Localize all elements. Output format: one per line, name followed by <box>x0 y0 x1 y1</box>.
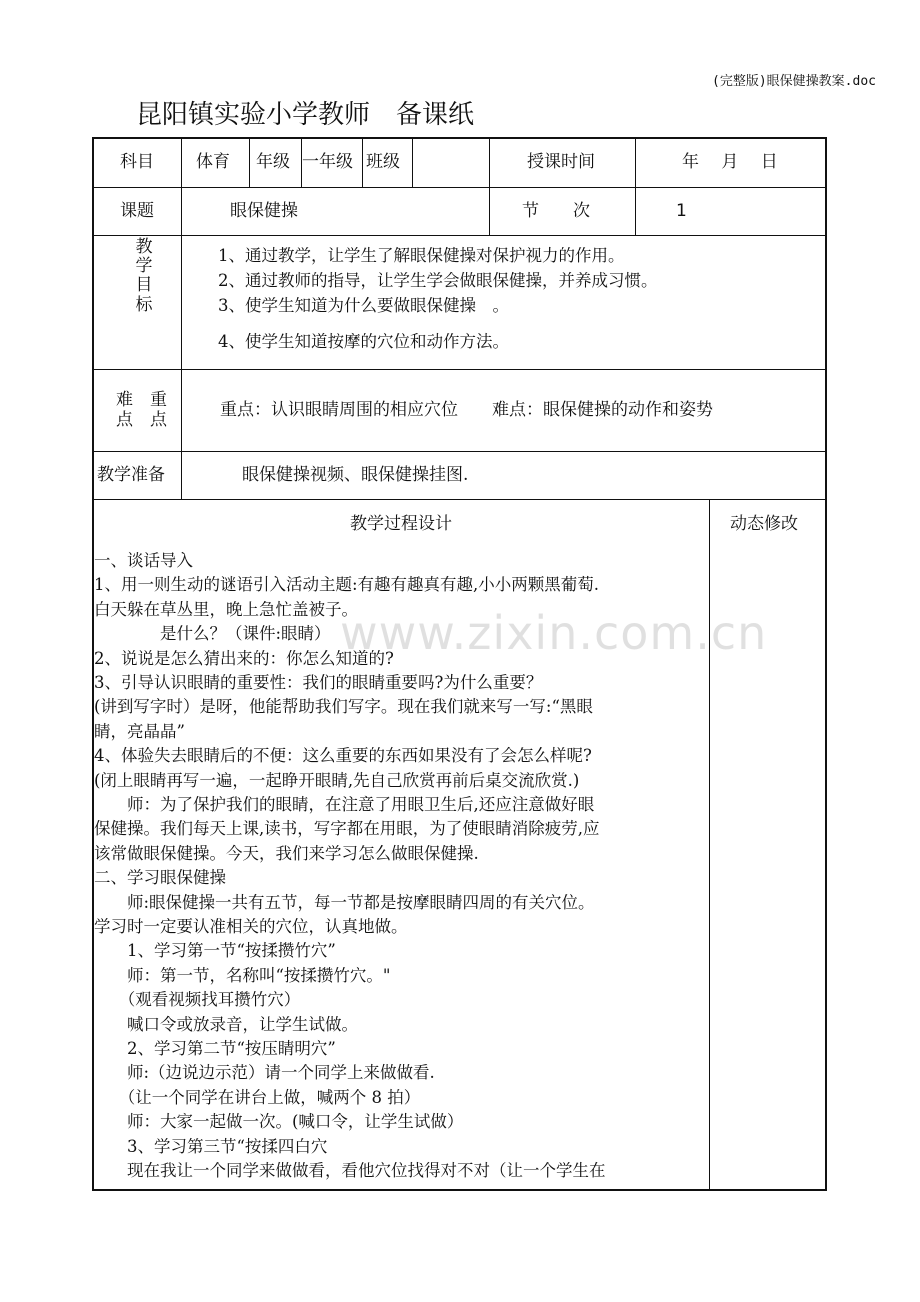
time-value: 年 月 日 <box>682 152 778 172</box>
process-line: 喊口令或放录音，让学生试做。 <box>94 1014 358 1034</box>
row-divider <box>94 499 827 500</box>
process-header: 教学过程设计 <box>350 514 452 534</box>
section-value: 1 <box>676 201 687 221</box>
topic-label: 课题 <box>120 201 154 221</box>
grade-label: 年级 <box>256 152 290 172</box>
row-divider <box>94 187 827 188</box>
process-line: 1、学习第一节“按揉攒竹穴” <box>94 941 336 961</box>
process-line: 学习时一定要认准相关的穴位，认真地做。 <box>94 917 408 936</box>
section-label: 节 次 <box>522 201 590 221</box>
watermark: www.zixin.com.cn <box>340 606 768 660</box>
document-filename: (完整版)眼保健操教案.doc <box>712 74 876 89</box>
process-line: 1、用一则生动的谜语引入活动主题:有趣有趣真有趣,小小两颗黑葡萄. <box>94 575 600 595</box>
prep-label: 教学准备 <box>97 465 165 485</box>
subject-label: 科目 <box>120 152 154 172</box>
objective-item: 3、使学生知道为什么要做眼保健操 。 <box>218 296 509 315</box>
objective-item: 1、通过教学，让学生了解眼保健操对保护视力的作用。 <box>218 246 625 265</box>
grade-value: 一年级 <box>302 152 353 172</box>
process-line: 师：为了保护我们的眼睛，在注意了用眼卫生后,还应注意做好眼 <box>94 795 595 814</box>
keypoints-label: 点 点 <box>116 410 167 430</box>
process-line: 3、学习第三节“按揉四白穴 <box>94 1136 328 1156</box>
objectives-label-char: 教 <box>135 237 153 257</box>
topic-value: 眼保健操 <box>230 201 298 221</box>
process-line: 2、学习第二节“按压睛明穴” <box>94 1039 336 1058</box>
process-line: 2、说说是怎么猜出来的：你怎么知道的? <box>94 648 394 668</box>
keypoints-label: 难 重 <box>116 390 167 410</box>
process-line: (讲到写字时）是呀，他能帮助我们写字。现在我们就来写一写:“黑眼 <box>94 697 593 717</box>
col-divider <box>249 139 250 187</box>
prep-text: 眼保健操视频、眼保健操挂图. <box>242 465 469 485</box>
time-label: 授课时间 <box>527 152 595 172</box>
process-line: 3、引导认识眼睛的重要性：我们的眼睛重要吗?为什么重要？ <box>94 673 543 692</box>
class-label: 班级 <box>366 152 400 172</box>
process-line: 师:眼保健操一共有五节，每一节都是按摩眼睛四周的有关穴位。 <box>94 892 595 912</box>
objective-item: 4、使学生知道按摩的穴位和动作方法。 <box>218 332 509 351</box>
process-line: 该常做眼保健操。今天，我们来学习怎么做眼保健操. <box>94 843 479 863</box>
process-line: 现在我让一个同学来做做看，看他穴位找得对不对（让一个学生在 <box>94 1161 606 1180</box>
process-line: (闭上眼睛再写一遍，一起睁开眼睛,先自己欣赏再前后桌交流欣赏.) <box>94 770 580 790</box>
objective-item: 2、通过教师的指导，让学生学会做眼保健操，并养成习惯。 <box>218 271 658 290</box>
process-line: 4、体验失去眼睛后的不便：这么重要的东西如果没有了会怎么样呢? <box>94 746 592 766</box>
page-title: 昆阳镇实验小学教师 备课纸 <box>136 100 475 130</box>
process-line: 是什么？（课件:眼睛） <box>94 624 331 644</box>
process-line: 师：第一节，名称叫“按揉攒竹穴。" <box>94 965 391 985</box>
col-divider <box>412 139 413 187</box>
row-divider <box>94 235 827 236</box>
row-divider <box>94 369 827 370</box>
col-divider <box>181 139 182 499</box>
objectives-label-char: 学 <box>135 256 153 276</box>
objectives-label-char: 标 <box>135 295 153 315</box>
process-line: 一、谈话导入 <box>94 551 193 570</box>
process-line: （让一个同学在讲台上做，喊两个 8 拍） <box>94 1087 421 1107</box>
col-divider <box>635 139 636 235</box>
col-divider <box>709 499 710 1191</box>
process-line: 睛，亮晶晶” <box>94 721 185 741</box>
keypoints-text: 重点：认识眼睛周围的相应穴位 难点：眼保健操的动作和姿势 <box>220 400 713 420</box>
process-line: 师：大家一起做一次。(喊口令，让学生试做） <box>94 1112 464 1132</box>
process-line: 二、学习眼保健操 <box>94 868 226 888</box>
subject-value: 体育 <box>196 152 230 172</box>
row-divider <box>94 451 827 452</box>
process-line: 白天躲在草丛里，晚上急忙盖被子。 <box>94 599 358 619</box>
dynamic-edit-header: 动态修改 <box>730 514 798 534</box>
col-divider <box>362 139 363 187</box>
objectives-label-char: 目 <box>135 275 153 295</box>
process-line: 保健操。我们每天上课,读书，写字都在用眼，为了使眼睛消除疲劳,应 <box>94 819 600 839</box>
process-line: （观看视频找耳攒竹穴） <box>94 990 301 1010</box>
process-line: 师:（边说边示范）请一个同学上来做做看. <box>94 1063 435 1083</box>
